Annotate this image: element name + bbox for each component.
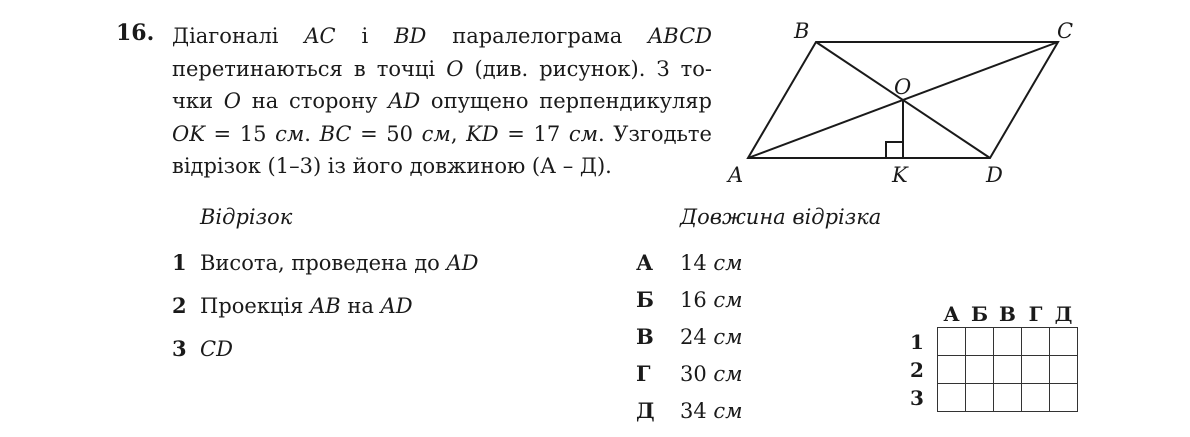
lengths-header: Довжина відрізка (680, 205, 882, 229)
cell-2-a[interactable] (938, 356, 966, 384)
cell-1-d[interactable] (1050, 328, 1078, 356)
cell-1-b[interactable] (966, 328, 994, 356)
label-c: C (1057, 19, 1074, 43)
cell-2-d[interactable] (1050, 356, 1078, 384)
option-b: Б 16 см (636, 287, 743, 312)
cell-1-a[interactable] (938, 328, 966, 356)
task-line: OK = 15 см. BC = 50 см, KD = 17 см. Узгодьте (172, 121, 712, 146)
parallelogram-figure (720, 10, 1090, 195)
option-d: Д 34 см (636, 398, 743, 423)
cell-3-b[interactable] (966, 384, 994, 412)
segments-header: Відрізок (200, 205, 293, 229)
right-angle-mark (886, 142, 903, 158)
label-b: B (794, 19, 810, 43)
answer-grid: А Б В Г Д 1 2 3 (910, 300, 1078, 412)
cell-2-g[interactable] (1022, 356, 1050, 384)
cell-2-b[interactable] (966, 356, 994, 384)
cell-3-g[interactable] (1022, 384, 1050, 412)
task-line: перетинаються в точці O (див. рисунок). З то- (172, 56, 712, 81)
task-line: відрізок (1–3) із його довжиною (А – Д). (172, 154, 612, 178)
task-number: 16. (116, 20, 155, 46)
cell-3-v[interactable] (994, 384, 1022, 412)
label-d: D (986, 163, 1003, 187)
cell-1-g[interactable] (1022, 328, 1050, 356)
segment-item-3: 3 CD (172, 336, 233, 361)
task-text (172, 20, 712, 183)
cell-2-v[interactable] (994, 356, 1022, 384)
task-line: чки O на сторону AD опущено перпендикуляр (172, 89, 712, 113)
option-a: А 14 см (636, 250, 743, 275)
segment-item-1: 1 Висота, проведена до AD (172, 250, 479, 275)
segment-item-2: 2 Проекція AB на AD (172, 293, 413, 318)
option-g: Г 30 см (636, 361, 743, 386)
label-o: O (894, 75, 912, 99)
option-v: В 24 см (636, 324, 743, 349)
label-k: K (892, 163, 908, 187)
cell-3-a[interactable] (938, 384, 966, 412)
task-line: Діагоналі AC і BD паралелограма ABCD (172, 24, 713, 48)
cell-3-d[interactable] (1050, 384, 1078, 412)
cell-1-v[interactable] (994, 328, 1022, 356)
label-a: A (728, 163, 744, 187)
